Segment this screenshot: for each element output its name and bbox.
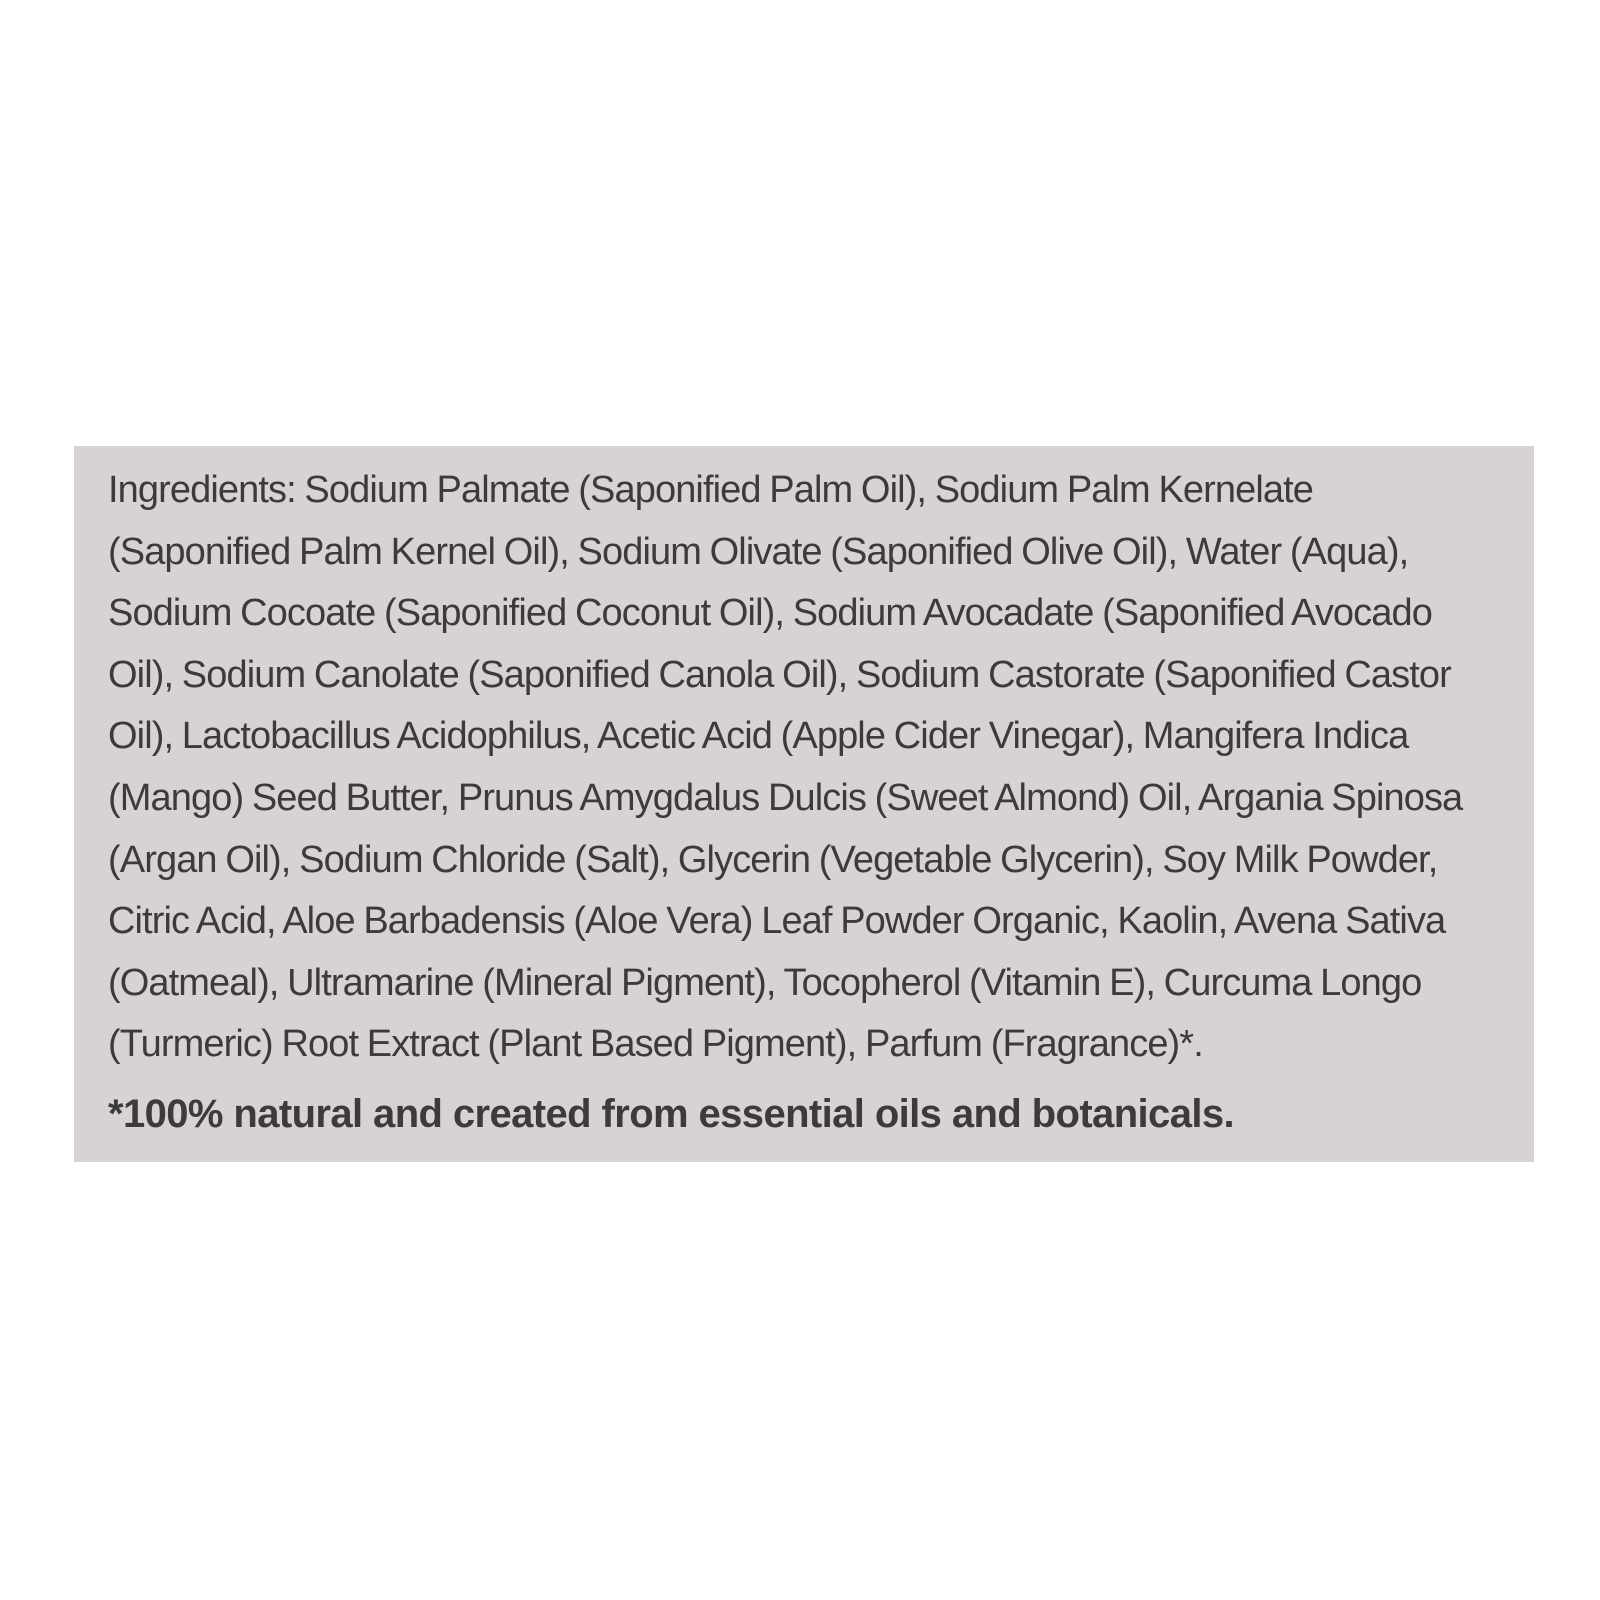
ingredients-line: Oil), Lactobacillus Acidophilus, Acetic Acid (Apple Cider Vinegar), Mangifera Indica	[108, 715, 1409, 758]
ingredients-line: (Mango) Seed Butter, Prunus Amygdalus Dulcis (Sweet Almond) Oil, Argania Spinosa	[108, 776, 1463, 819]
ingredients-list	[108, 460, 1504, 1076]
ingredients-line: (Turmeric) Root Extract (Plant Based Pigment), Parfum (Fragrance)*.	[108, 1023, 1203, 1066]
ingredients-line: Sodium Cocoate (Saponified Coconut Oil), Sodium Avocadate (Saponified Avocado	[108, 592, 1432, 635]
ingredients-label-panel	[74, 446, 1534, 1162]
ingredients-line: (Oatmeal), Ultramarine (Mineral Pigment), Tocopherol (Vitamin E), Curcuma Longo	[108, 961, 1422, 1004]
ingredients-line: Oil), Sodium Canolate (Saponified Canola Oil), Sodium Castorate (Saponified Castor	[108, 653, 1451, 696]
ingredients-line: (Argan Oil), Sodium Chloride (Salt), Glycerin (Vegetable Glycerin), Soy Milk Powder,	[108, 838, 1438, 881]
ingredients-line: Citric Acid, Aloe Barbadensis (Aloe Vera) Leaf Powder Organic, Kaolin, Avena Sativa	[108, 900, 1446, 943]
natural-footnote: *100% natural and created from essential oils and botanicals.	[108, 1091, 1235, 1136]
ingredients-line: Ingredients: Sodium Palmate (Saponified Palm Oil), Sodium Palm Kernelate	[108, 469, 1314, 511]
ingredients-line: (Saponified Palm Kernel Oil), Sodium Olivate (Saponified Olive Oil), Water (Aqua),	[108, 530, 1409, 573]
